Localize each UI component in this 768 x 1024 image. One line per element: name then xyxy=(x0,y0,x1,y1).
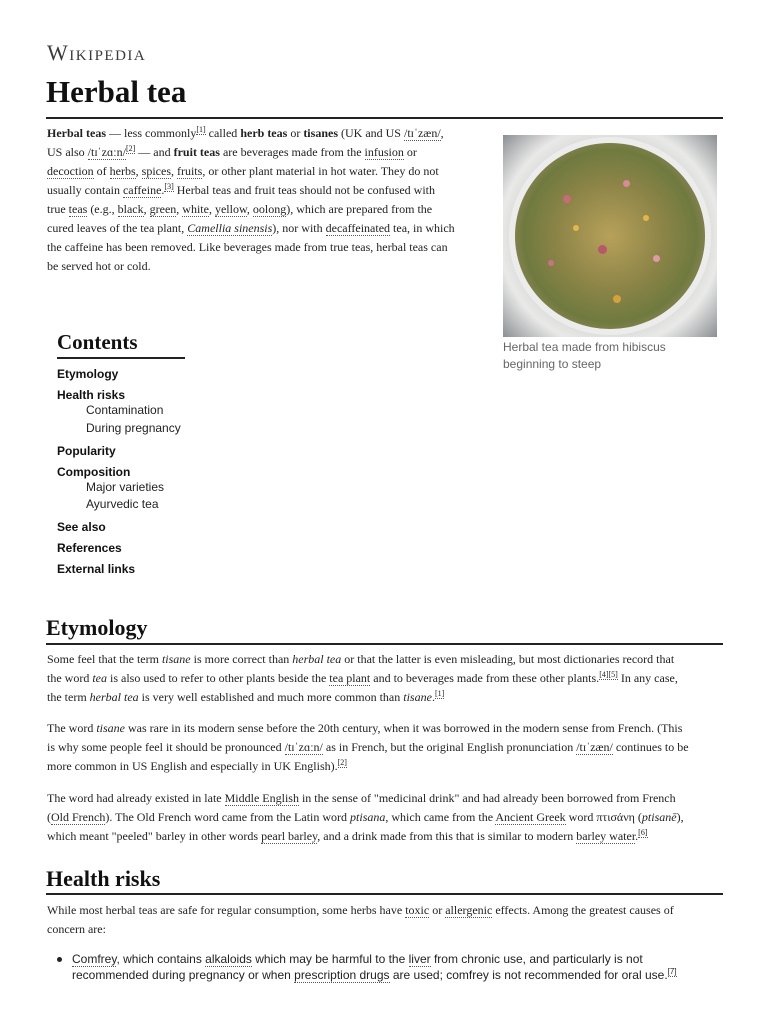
toc-item-major-varieties[interactable]: Major varieties xyxy=(86,480,165,494)
heading-divider xyxy=(46,893,723,895)
text: or that the latter is even misleading, but most dictionaries record that xyxy=(341,652,675,666)
text: (e.g., xyxy=(87,202,118,216)
etymology-p2-line-1 xyxy=(47,719,723,738)
text: word xyxy=(565,810,597,824)
link-liver[interactable]: liver xyxy=(408,952,431,966)
link-toxic[interactable]: toxic xyxy=(405,903,430,917)
herbal-tea-photo[interactable] xyxy=(503,135,717,337)
intro-line-3 xyxy=(47,162,475,181)
title-divider xyxy=(46,117,723,119)
text: cured leaves of the tea plant, xyxy=(47,221,188,235)
petal-dot xyxy=(548,260,554,266)
text: ), xyxy=(676,810,684,824)
text: herbal tea xyxy=(292,652,342,666)
text: herbal tea xyxy=(89,690,139,704)
text: called xyxy=(205,126,241,140)
text: The word xyxy=(47,721,97,735)
text: ). The Old French word came from the Latin word xyxy=(105,810,351,824)
text: or xyxy=(429,903,446,917)
text: — and xyxy=(135,145,174,159)
text: recommended during pregnancy or when xyxy=(72,968,295,982)
link-comfrey[interactable]: Comfrey xyxy=(72,952,117,966)
ipa-link[interactable]: /tɪˈzæn/ xyxy=(403,126,441,140)
wikipedia-wordmark[interactable]: Wikipedia xyxy=(47,40,147,65)
intro-line-4 xyxy=(47,181,475,200)
text: ( xyxy=(47,810,51,824)
ref-1[interactable]: [1] xyxy=(434,689,445,698)
bullet-marker xyxy=(57,957,62,962)
term-herb-teas: herb teas xyxy=(240,126,288,140)
text: or xyxy=(403,145,417,159)
term-tisanes: tisanes xyxy=(303,126,338,140)
greek-word: πτισάνη xyxy=(596,810,635,824)
toc-item-etymology[interactable]: Etymology xyxy=(57,367,119,381)
list-item-comfrey xyxy=(57,951,717,983)
text: US also xyxy=(47,145,88,159)
intro-line-5 xyxy=(47,200,475,219)
text: ), which are prepared from the xyxy=(286,202,433,216)
text: , xyxy=(176,202,183,216)
text: are beverages made from the xyxy=(219,145,365,159)
link-black[interactable]: black xyxy=(117,202,144,216)
toc-item-popularity[interactable]: Popularity xyxy=(57,444,116,458)
text: . xyxy=(635,829,639,843)
text: , xyxy=(208,202,215,216)
link-caffeine[interactable]: caffeine xyxy=(122,183,162,197)
text: Herbal teas and fruit teas should not be confused with xyxy=(173,183,435,197)
toc-title: Contents xyxy=(57,330,185,359)
link-tea-plant[interactable]: tea plant xyxy=(329,671,371,685)
link-hibiscus[interactable]: hibiscus xyxy=(622,340,666,354)
text: tisane xyxy=(96,721,125,735)
link-ancient-greek[interactable]: Ancient Greek xyxy=(495,810,566,824)
text: in the sense of "medicinal drink" and had already been borrowed from French xyxy=(298,791,676,805)
text: true xyxy=(47,202,69,216)
text: ), nor with xyxy=(272,221,326,235)
text: tisane xyxy=(161,652,191,666)
petal-dot xyxy=(598,245,607,254)
toc-item-contamination[interactable]: Contamination xyxy=(86,403,164,417)
text: or xyxy=(287,126,304,140)
link-middle-english[interactable]: Middle English xyxy=(224,791,299,805)
toc-item-ayurvedic-tea[interactable]: Ayurvedic tea xyxy=(86,497,159,511)
intro-line-6 xyxy=(47,219,475,238)
toc-item-see-also[interactable]: See also xyxy=(57,520,106,534)
ipa-link[interactable]: /tɪˈzɑːn/ xyxy=(87,145,126,159)
health-p1-line-1 xyxy=(47,901,723,920)
link-spices[interactable]: spices xyxy=(141,164,171,178)
link-alkaloids[interactable]: alkaloids xyxy=(205,952,252,966)
text: — less commonly xyxy=(106,126,197,140)
text: , xyxy=(143,202,150,216)
ipa-link[interactable]: /tɪˈzæn/ xyxy=(576,740,613,754)
text: In any case, xyxy=(617,671,678,685)
link-camellia-sinensis[interactable]: Camellia sinensis xyxy=(187,221,273,235)
text: is also used to refer to other plants beside the xyxy=(107,671,330,685)
bowl-image xyxy=(515,143,705,329)
toc-item-health-risks[interactable]: Health risks xyxy=(57,388,126,402)
table-of-contents xyxy=(57,330,185,359)
link-prescription-drugs[interactable]: prescription drugs xyxy=(294,968,390,982)
ref-4-5[interactable]: [4][5] xyxy=(599,670,618,679)
text: which may be harmful to the xyxy=(251,952,409,966)
text: While most herbal teas are safe for regular consumption, some herbs have xyxy=(47,903,406,917)
text: are used; comfrey is not recommended for oral use. xyxy=(389,968,668,982)
text: . xyxy=(161,183,165,197)
text: , xyxy=(135,164,142,178)
text: (UK and US xyxy=(337,126,404,140)
text: , which came from the xyxy=(385,810,496,824)
etymology-p1-line-3 xyxy=(47,688,723,707)
ref-2[interactable]: [2] xyxy=(125,144,136,153)
text: . xyxy=(431,690,435,704)
link-old-french[interactable]: Old French xyxy=(51,810,106,824)
etymology-p2-line-3 xyxy=(47,757,723,776)
text: , or other plant material in hot water. They do not xyxy=(202,164,439,178)
heading-health-risks: Health risks xyxy=(46,866,161,891)
petal-dot xyxy=(573,225,579,231)
ref-1[interactable]: [1] xyxy=(196,125,206,134)
ipa-link[interactable]: /tɪˈzɑːn/ xyxy=(284,740,323,754)
link-oolong[interactable]: oolong xyxy=(252,202,287,216)
text: , and a drink made from this that is similar to modern xyxy=(317,829,577,843)
text: tea xyxy=(92,671,107,685)
text: more common in US English and especially in UK English). xyxy=(47,759,338,773)
text: , xyxy=(170,164,177,178)
toc-item-during-pregnancy[interactable]: During pregnancy xyxy=(86,421,181,435)
figure-caption xyxy=(503,339,717,373)
ref-6[interactable]: [6] xyxy=(638,828,648,837)
page-title: Herbal tea xyxy=(46,74,187,109)
intro-line-1 xyxy=(47,124,475,143)
etymology-p3-line-3 xyxy=(47,827,723,846)
text: was rare in its modern sense before the 20th century, when it was borrowed in the modern sense from French. (This xyxy=(125,721,683,735)
text: from chronic use, and particularly is not xyxy=(430,952,643,966)
text: and to beverages made from these other plants. xyxy=(370,671,600,685)
text: tea, in which xyxy=(390,221,455,235)
text: of xyxy=(93,164,110,178)
petal-dot xyxy=(613,295,621,303)
text: as in French, but the original English pronunciation xyxy=(322,740,577,754)
link-allergenic[interactable]: allergenic xyxy=(445,903,493,917)
etymology-p3-line-2 xyxy=(47,808,723,827)
link-barley-water[interactable]: barley water xyxy=(576,829,636,843)
text: , xyxy=(246,202,253,216)
text: continues to be xyxy=(612,740,689,754)
petal-dot xyxy=(643,215,649,221)
link-green[interactable]: green xyxy=(149,202,177,216)
text: ptisanē xyxy=(641,810,677,824)
term-fruit-teas: fruit teas xyxy=(173,145,220,159)
text: Some feel that the term xyxy=(47,652,162,666)
text: , which contains xyxy=(116,952,206,966)
link-decaffeinated[interactable]: decaffeinated xyxy=(325,221,391,235)
text: is why some people feel it should be pronounced xyxy=(47,740,285,754)
link-pearl-barley[interactable]: pearl barley xyxy=(261,829,318,843)
link-yellow[interactable]: yellow xyxy=(214,202,247,216)
text: effects. Among the greatest causes of xyxy=(492,903,674,917)
ref-3[interactable]: [3] xyxy=(164,182,174,191)
petal-dot xyxy=(653,255,660,262)
intro-line-7: the caffeine has been removed. Like beverages made from true teas, herbal teas can xyxy=(47,240,448,254)
heading-divider xyxy=(46,643,723,645)
text: tisane xyxy=(403,690,432,704)
ref-2[interactable]: [2] xyxy=(337,758,347,767)
text: the term xyxy=(47,690,90,704)
petal-dot xyxy=(623,180,630,187)
link-herbs[interactable]: herbs xyxy=(109,164,136,178)
etymology-p3-line-1 xyxy=(47,789,723,808)
toc-item-references[interactable]: References xyxy=(57,541,122,555)
text: is more correct than xyxy=(190,652,293,666)
bullet-text xyxy=(72,951,717,983)
link-teas[interactable]: teas xyxy=(68,202,88,216)
text: is very well established and much more common than xyxy=(138,690,404,704)
toc-item-composition[interactable]: Composition xyxy=(57,465,131,479)
petal-dot xyxy=(563,195,571,203)
text: The word had already existed in late xyxy=(47,791,225,805)
text: ptisana xyxy=(350,810,386,824)
heading-etymology: Etymology xyxy=(46,615,148,640)
intro-line-2 xyxy=(47,143,475,162)
intro-line-8: be served hot or cold. xyxy=(47,259,151,273)
link-decoction[interactable]: decoction xyxy=(47,164,94,178)
link-white[interactable]: white xyxy=(182,202,209,216)
link-fruits[interactable]: fruits xyxy=(176,164,203,178)
etymology-p1-line-2 xyxy=(47,669,723,688)
ref-7[interactable]: [7] xyxy=(667,967,677,976)
toc-item-external-links[interactable]: External links xyxy=(57,562,136,576)
text: ( xyxy=(634,810,642,824)
caption-text: beginning to steep xyxy=(503,357,602,371)
etymology-p1-line-1 xyxy=(47,650,723,669)
text: , xyxy=(440,126,444,140)
infobox-figure xyxy=(503,135,717,373)
health-p1-line-2: concern are: xyxy=(47,922,106,936)
caption-text: Herbal tea made from xyxy=(503,340,623,354)
text: the word xyxy=(47,671,93,685)
etymology-p2-line-2 xyxy=(47,738,723,757)
term-herbal-teas: Herbal teas xyxy=(47,126,106,140)
text: usually contain xyxy=(47,183,123,197)
link-infusion[interactable]: infusion xyxy=(364,145,404,159)
text: which meant "peeled" barley in other words xyxy=(47,829,262,843)
